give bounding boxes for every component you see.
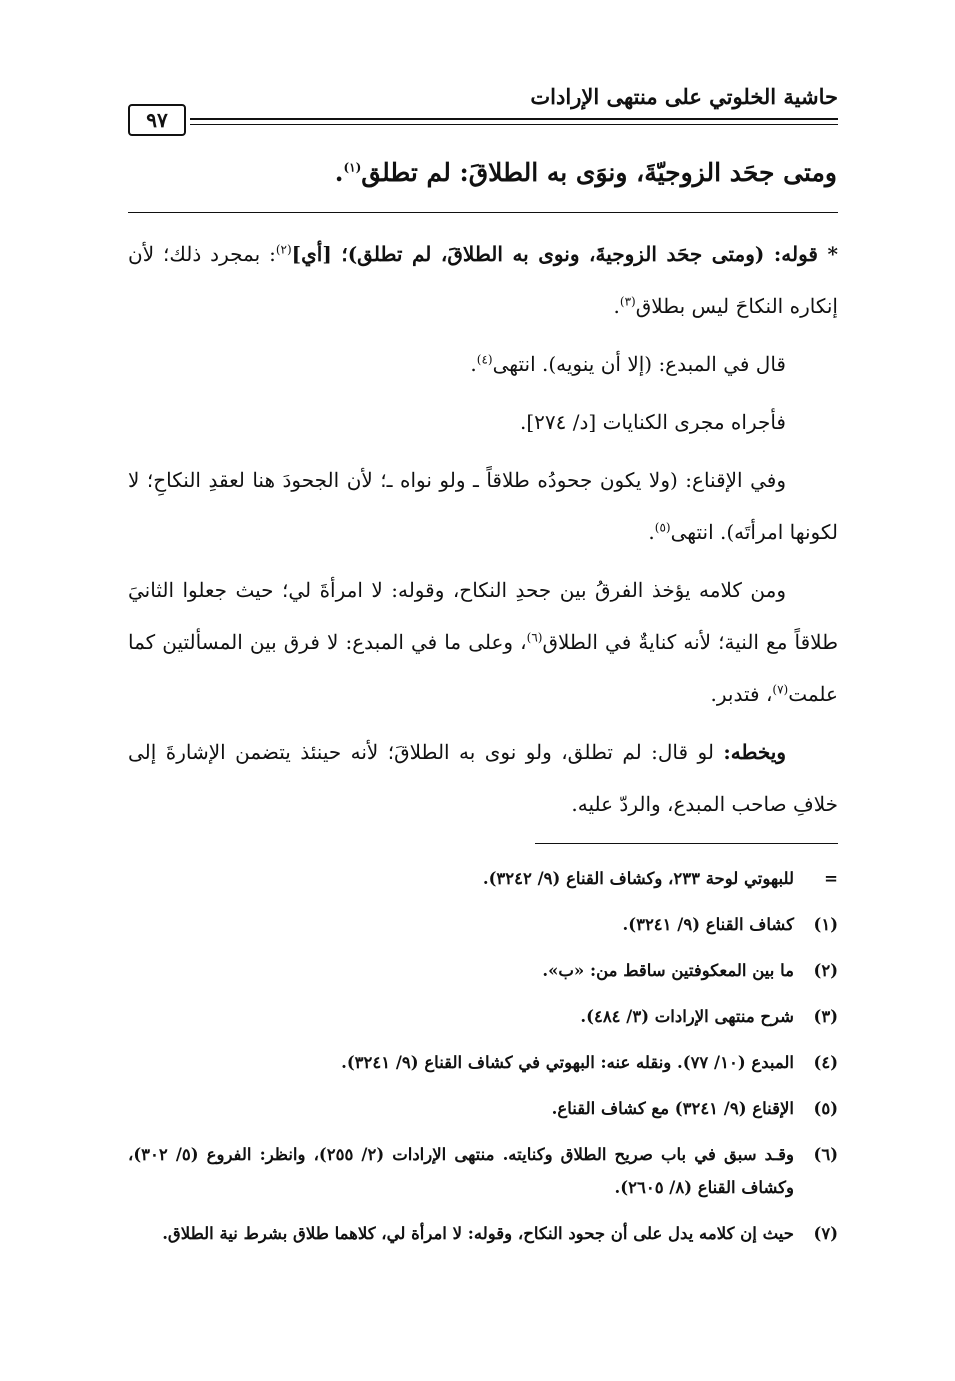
paragraph-text: : بمجرد ذلك؛ لأن إنكاره النكاحَ ليس بطلاق — [128, 242, 838, 318]
commentary-body — [128, 228, 838, 836]
paragraph-end: . — [470, 352, 477, 376]
footnote-text: للبهوتي لوحة ٢٣٣، وكشاف القناع (٩/ ٣٢٤٢). — [482, 869, 794, 888]
footnote-item — [128, 1046, 838, 1079]
footnote-number: (٢) — [813, 961, 838, 980]
paragraph-3 — [128, 396, 838, 448]
footnote-item — [128, 1217, 838, 1250]
paragraph-text: ومن كلامه يؤخذ الفرقُ بين جحدِ النكاح، وقوله: لا امرأةَ لي؛ حيث جعلوا الثانيَ طلاقاً مع النية؛ لأنه كنايةٌ في الطلاق — [128, 578, 838, 654]
paragraph-text: وفي الإقناع: (ولا يكون جحودُه طلاقاً ـ ولو نواه ـ؛ لأن الجحودَ هنا لعقدِ النكاحِ؛ لا لكونها امرأتَه). انتهى — [128, 468, 838, 544]
footnote-ref: (٥) — [654, 520, 671, 535]
matn-line: ومتى جحَد الزوجيّةَ، ونوَى به الطلاقَ: لم تطلق — [361, 158, 837, 187]
paragraph-1 — [128, 228, 838, 332]
header-rule-thin — [190, 124, 838, 125]
footnote-ref: (٢) — [275, 242, 292, 257]
footnote-item — [128, 862, 838, 895]
footnote-text: حيث إن كلامه يدل على أن جحود النكاح، وقوله: لا امرأة لي، كلاهما طلاق بشرط نية الطلاق. — [162, 1224, 794, 1243]
footnote-text: وقـد سبق في باب صريح الطلاق وكنايته. منتهى الإرادات (٢/ ٢٥٥)، وانظر: الفروع (٥/ ٣٠٢)، وكشاف القناع (٨/ ٢٦٠٥). — [128, 1145, 794, 1197]
paragraph-4 — [128, 454, 838, 558]
header-rule — [190, 118, 838, 120]
footnote-number: (٥) — [813, 1099, 838, 1118]
paragraph-2 — [128, 338, 838, 390]
paragraph-end: . — [648, 520, 655, 544]
paragraph-end: ، فتدبر. — [710, 682, 773, 706]
footnote-item — [128, 954, 838, 987]
paragraph-quote: (ومتى جحَد الزوجيةَ، ونوى به الطلاقَ، لم تطلق)؛ [أي] — [291, 242, 765, 266]
footnote-ref: (٦) — [526, 630, 543, 645]
page-number: ٩٧ — [128, 104, 186, 136]
footnote-text: ما بين المعكوفتين ساقط من: «ب». — [542, 961, 794, 980]
footnote-number: (٣) — [813, 1007, 838, 1026]
paragraph-text: ، وعلى ما في المبدع: لا فرق بين المسألتين كما علمت — [128, 630, 838, 706]
paragraph-6 — [128, 726, 838, 830]
footnote-text: كشاف القناع (٩/ ٣٢٤١). — [622, 915, 794, 934]
paragraph-lead: ويخطه: — [723, 740, 786, 764]
footnote-number: = — [824, 869, 838, 888]
paragraph-text: قال في المبدع: (إلا أن ينويه). انتهى — [492, 352, 786, 376]
footnote-item — [128, 1138, 838, 1204]
matn-divider — [128, 212, 838, 213]
footnote-ref: (١) — [343, 160, 362, 175]
footnote-item — [128, 1092, 838, 1125]
footnote-number: (٧) — [813, 1224, 838, 1243]
paragraph-5 — [128, 564, 838, 720]
footnote-text: المبدع (١٠/ ٧٧). ونقله عنه: البهوتي في كشاف القناع (٩/ ٣٢٤١). — [341, 1053, 794, 1072]
book-title: حاشية الخلوتي على منتهى الإرادات — [530, 84, 838, 109]
matn-text: ومتى جحَد الزوجيّةَ، ونوَى به الطلاقَ: لم تطلق$^{(١)}$. — [334, 158, 837, 187]
footnote-ref: (٤) — [476, 352, 493, 367]
footnote-text: شرح منتهى الإرادات (٣/ ٤٨٤). — [580, 1007, 794, 1026]
footnote-text: الإقناع (٩/ ٣٢٤١) مع كشاف القناع. — [551, 1099, 794, 1118]
paragraph-text: فأجراه مجرى الكنايات [د/ ٢٧٤]. — [520, 410, 786, 434]
footnote-number: (١) — [813, 915, 838, 934]
page-header — [128, 78, 838, 138]
paragraph-lead: * قوله: — [764, 242, 838, 266]
footnote-divider — [535, 843, 838, 844]
footnote-ref: (٣) — [619, 294, 636, 309]
paragraph-end: . — [613, 294, 620, 318]
footnote-item — [128, 908, 838, 941]
footnotes — [128, 862, 838, 1263]
footnote-ref: (٧) — [772, 682, 789, 697]
footnote-number: (٤) — [813, 1053, 838, 1072]
footnote-item — [128, 1000, 838, 1033]
paragraph-text: لو قال: لم تطلق، ولو نوى به الطلاقَ؛ لأنه حينئذ يتضمن الإشارةَ إلى خلافِ صاحب المبدع، والردّ عليه. — [128, 740, 838, 816]
footnote-number: (٦) — [813, 1145, 838, 1164]
